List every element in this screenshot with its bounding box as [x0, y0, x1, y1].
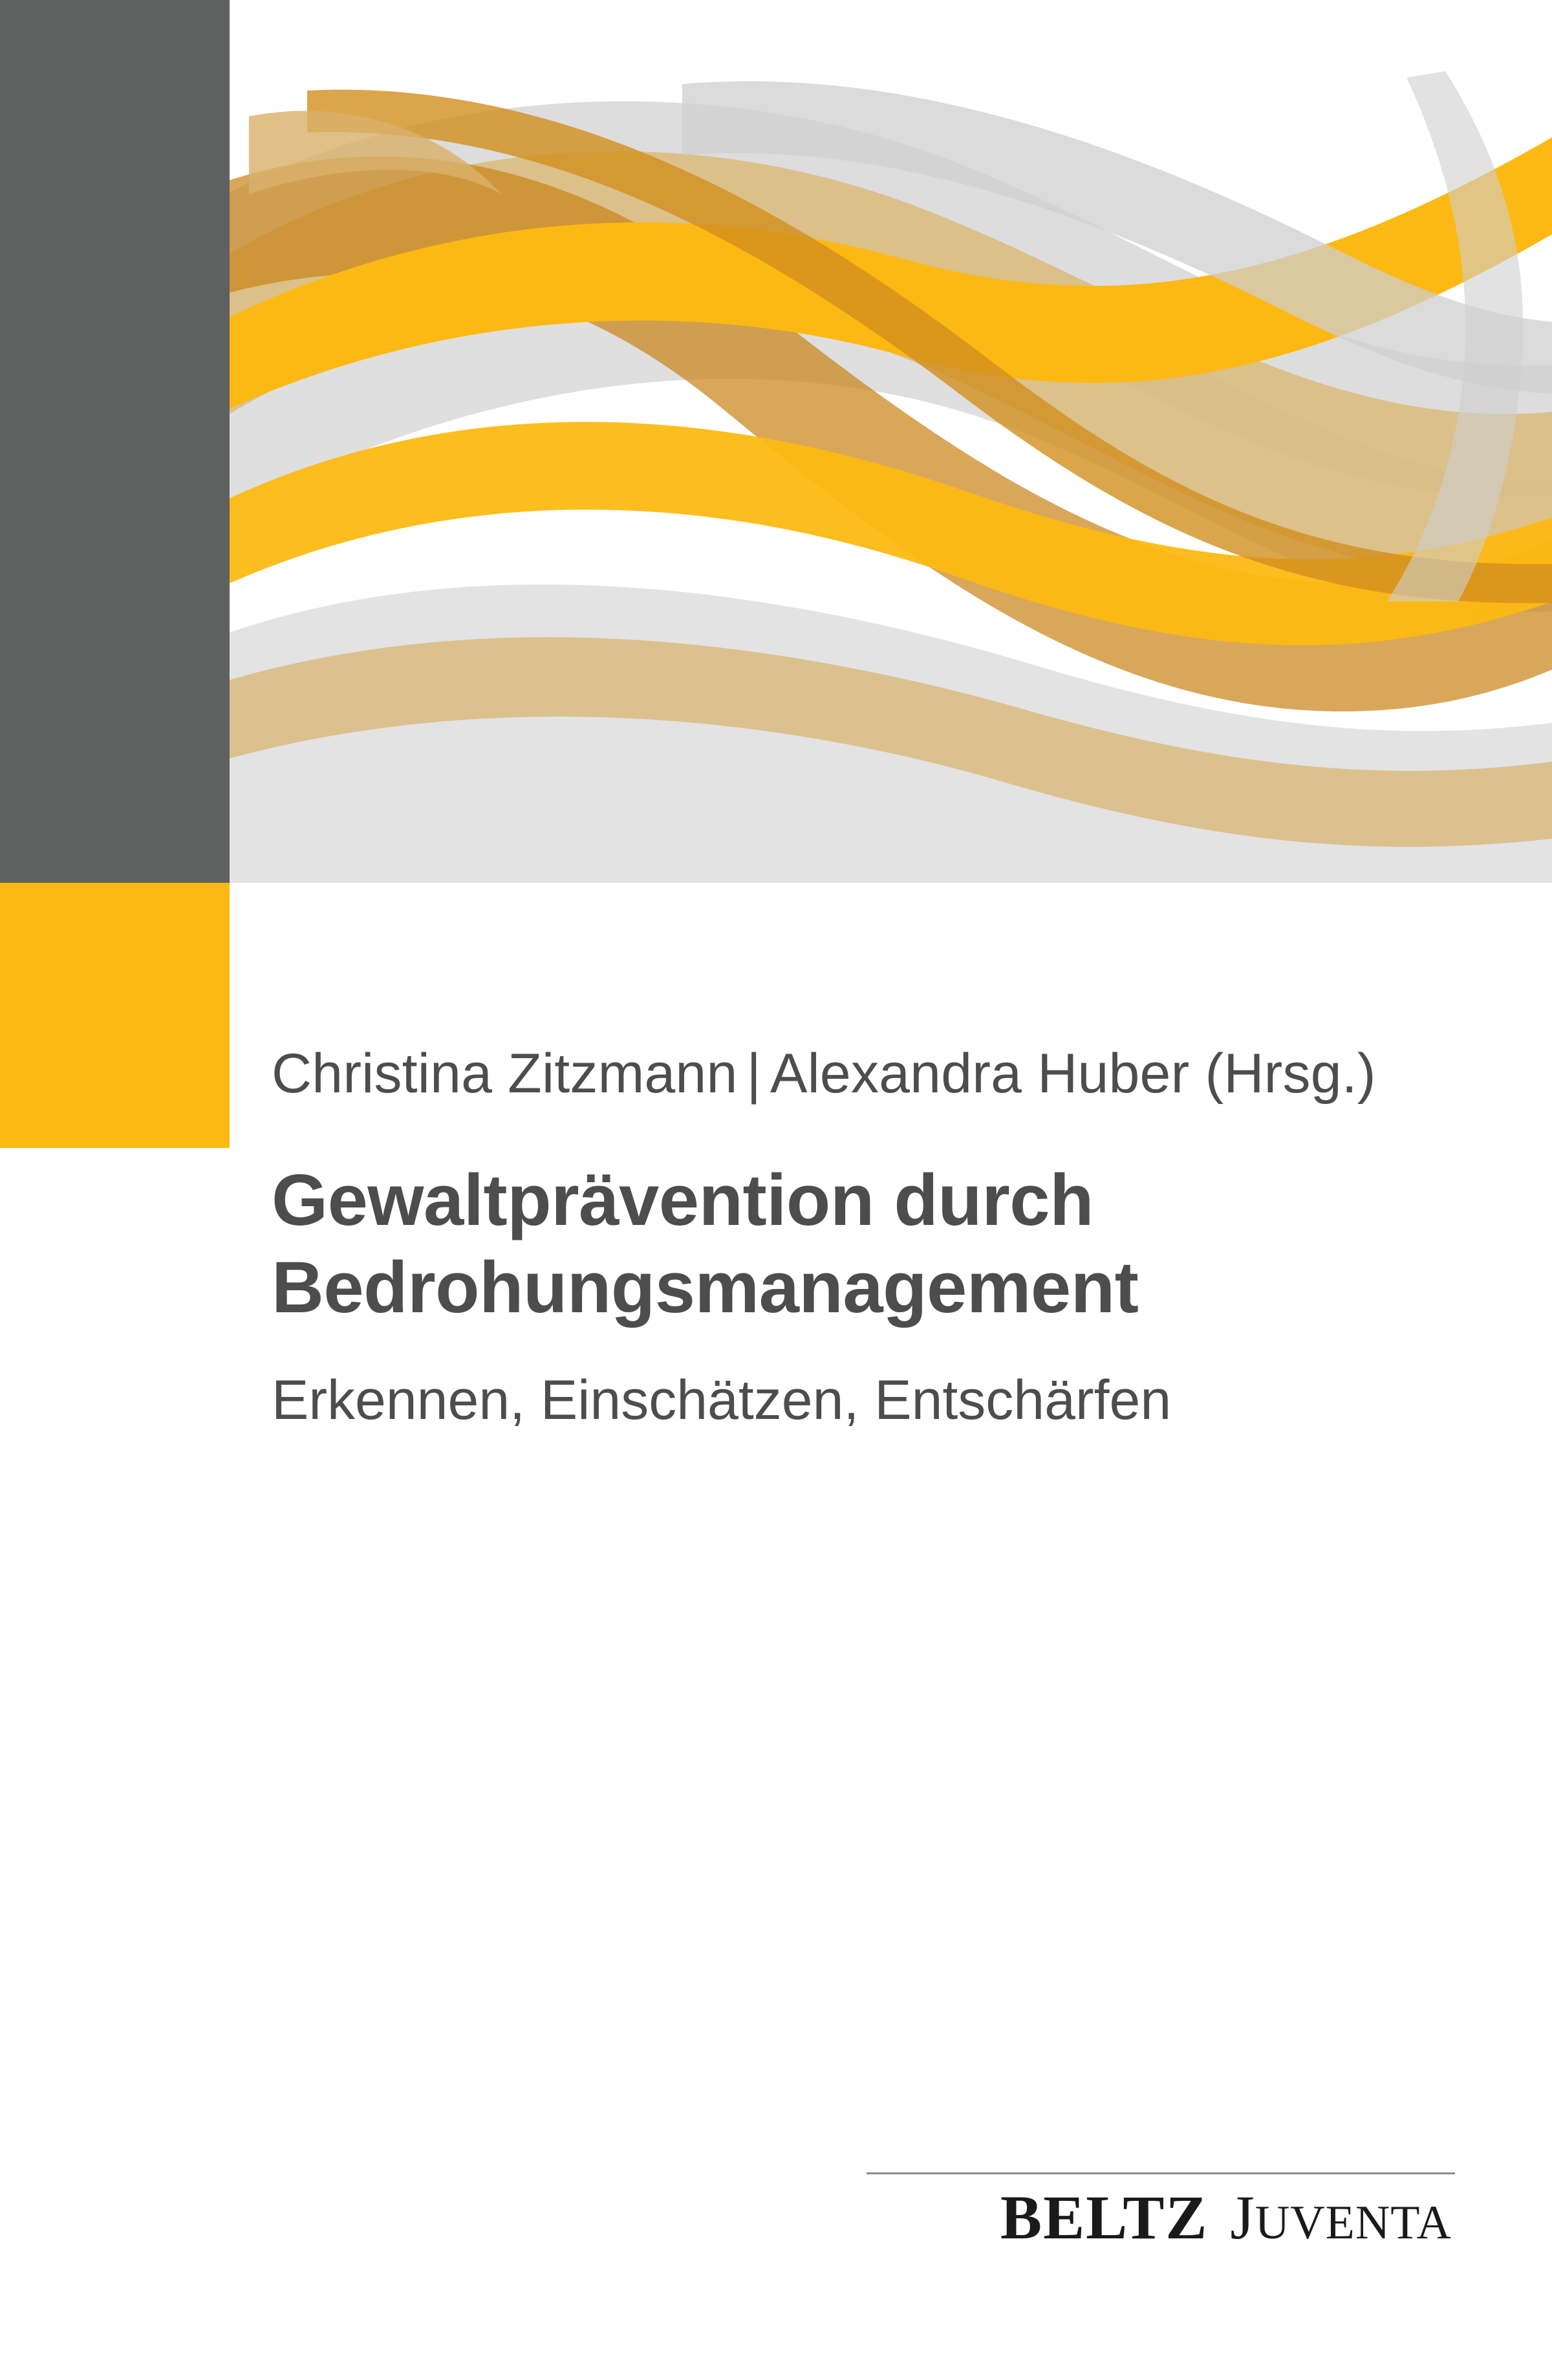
title-line-2: Bedrohungsmanagement — [272, 1246, 1139, 1328]
juventa-capital: J — [1230, 2183, 1255, 2252]
juventa-smallcaps: UVENTA — [1255, 2196, 1452, 2249]
author-separator: | — [746, 1043, 762, 1105]
author-first: Christina Zitzmann — [272, 1043, 738, 1105]
cover-artwork — [230, 0, 1552, 883]
page-subtitle: Erkennen, Einschätzen, Entschärfen — [272, 1369, 1172, 1432]
publisher-name-juventa — [1230, 2181, 1452, 2253]
publisher-name-beltz: BELTZ — [1000, 2183, 1209, 2252]
title-line-1: Gewaltprävention durch — [272, 1160, 1094, 1241]
publisher-divider — [867, 2172, 1455, 2174]
publisher-logo — [1000, 2181, 1452, 2253]
author-second: Alexandra Huber (Hrsg.) — [770, 1043, 1376, 1105]
spine-yellow-bar — [0, 883, 230, 1148]
cover-text-block — [272, 1041, 1500, 1434]
page-title — [272, 1157, 1500, 1331]
authors-line — [272, 1041, 1500, 1107]
spine-grey-bar — [0, 0, 230, 883]
